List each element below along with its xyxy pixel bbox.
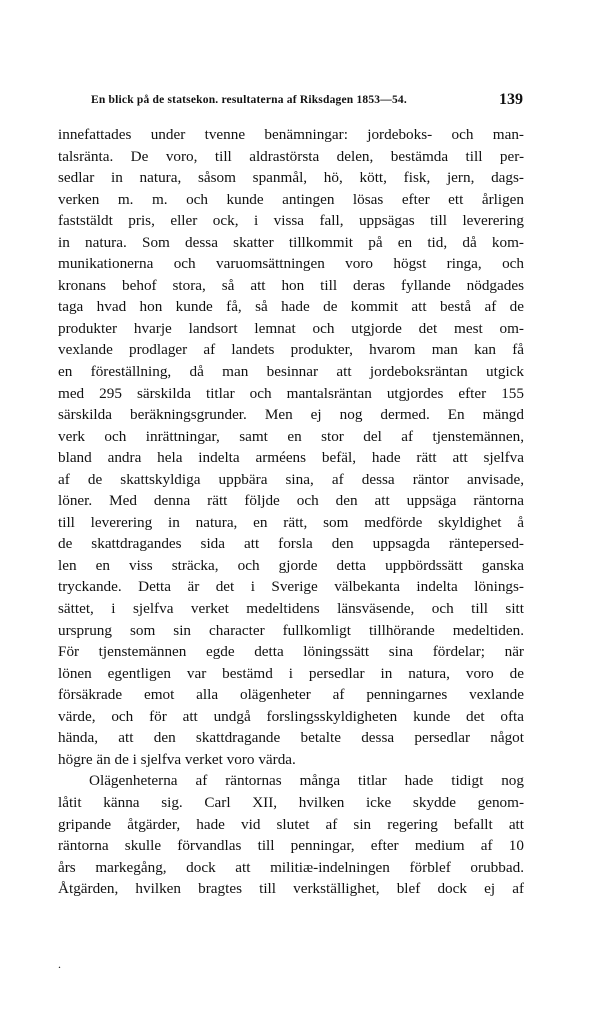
text-line: taga hvad hon kunde få, så hade de kommit att bestå af de bbox=[58, 298, 524, 316]
text-line: af de skattskyldiga uppbära sina, af dessa räntor anvisade, bbox=[58, 470, 524, 488]
text-line: värde, och för att undgå forslingsskyldigheten kunde det ofta bbox=[58, 707, 524, 725]
running-head bbox=[91, 91, 523, 112]
text-line: in natura. Som dessa skatter tillkommit på en tid, då kom- bbox=[58, 233, 524, 251]
text-line: låtit känna sig. Carl XII, hvilken icke skydde genom- bbox=[58, 793, 524, 811]
text-line: verken m. m. och kunde antingen lösas efter ett årligen bbox=[58, 190, 524, 208]
text-line: löner. Med denna rätt följde och den att uppsäga räntorna bbox=[58, 492, 524, 510]
text-line: För tjenstemännen egde detta löningssätt sina fördelar; när bbox=[58, 643, 524, 661]
text-line: en föreställning, då man besinnar att jordeboksräntan utgick bbox=[58, 363, 524, 381]
text-line: försäkrade emot alla olägenheter af penningarnes vexlande bbox=[58, 686, 524, 704]
text-line: de skattdragandes sida att forsla den uppsagda räntepersed- bbox=[58, 535, 524, 553]
text-line: hända, att den skattdragande betalte dessa persedlar något bbox=[58, 729, 524, 747]
text-line: Åtgärden, hvilken bragtes till verkställighet, blef dock ej af bbox=[58, 880, 524, 898]
text-line: vexlande prodlager af landets produkter, hvarom man kan få bbox=[58, 341, 524, 359]
text-line: sedlar in natura, såsom spanmål, hö, kött, fisk, jern, dags- bbox=[58, 169, 524, 187]
running-head-title: En blick på de statsekon. resultaterna af Riksdagen 1853—54. bbox=[91, 94, 407, 106]
text-line: särskilda beräkningsgrunder. Men ej nog dermed. En mängd bbox=[58, 406, 524, 424]
text-line: verk och inrättningar, samt en stor del af tjenstemännen, bbox=[58, 427, 524, 445]
text-line: gripande åtgärder, hade vid slutet af sin regering befallt att bbox=[58, 815, 524, 833]
paragraph-start-line: Olägenheterna af räntornas många titlar hade tidigt nog bbox=[89, 772, 524, 790]
text-line: faststäldt pris, eller ock, i vissa fall, uppsägas till leverering bbox=[58, 212, 524, 230]
page-number: 139 bbox=[499, 91, 523, 108]
text-line: räntorna skulle förvandlas till penningar, efter medium af 10 bbox=[58, 837, 524, 855]
text-line: till leverering in natura, en rätt, som medförde skyldighet å bbox=[58, 513, 524, 531]
text-line: talsränta. De voro, till aldrastörsta delen, bestämda till per- bbox=[58, 147, 524, 165]
text-line: bland andra hela indelta arméens befäl, hade rätt att sjelfva bbox=[58, 449, 524, 467]
body-text bbox=[58, 124, 524, 900]
text-line: ursprung som sin character fullkomligt tillhörande medeltiden. bbox=[58, 621, 524, 639]
text-line: kronans behof stora, så att hon till deras fyllande nödgades bbox=[58, 276, 524, 294]
text-line: lönen egentligen var bestämd i persedlar in natura, voro de bbox=[58, 664, 524, 682]
stray-dot-mark: . bbox=[58, 957, 61, 971]
text-line: produkter hvarje landsort lemnat och utgjorde det mest om- bbox=[58, 319, 524, 337]
text-line: års markegång, dock att militiæ-indelningen förblef orubbad. bbox=[58, 858, 524, 876]
paragraph-end-line: högre än de i sjelfva verket voro värda. bbox=[58, 750, 296, 768]
text-line: tryckande. Detta är det i Sverige välbekanta indelta lönings- bbox=[58, 578, 524, 596]
text-line: munikationerna och varuomsättningen voro högst ringa, och bbox=[58, 255, 524, 273]
text-line: len en viss sträcka, och gjorde detta uppbördssätt ganska bbox=[58, 556, 524, 574]
text-line: sättet, i sjelfva verket medeltidens länsväsende, och till sitt bbox=[58, 600, 524, 618]
text-line: med 295 särskilda titlar och mantalsräntan utgjordes efter 155 bbox=[58, 384, 524, 402]
text-line: innefattades under tvenne benämningar: jordeboks- och man- bbox=[58, 126, 524, 143]
